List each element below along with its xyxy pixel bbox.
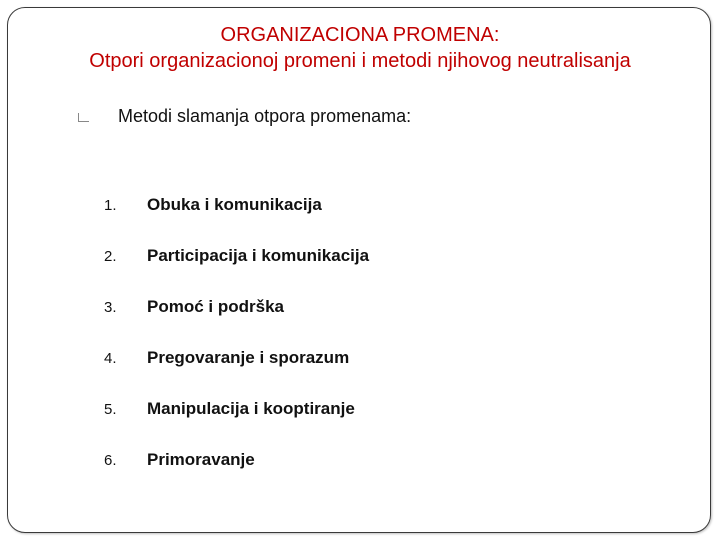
list-item-text: Primoravanje <box>147 450 255 469</box>
list-item-number: 1. <box>104 197 117 214</box>
list-item-text: Participacija i komunikacija <box>147 246 370 265</box>
list-item <box>104 450 369 501</box>
list-item-number: 2. <box>104 248 117 265</box>
title-line-2: Otpori organizacionoj promeni i metodi njihovog neutralisanja <box>89 50 631 72</box>
list-item-number: 6. <box>104 452 117 469</box>
title-line-1: ORGANIZACIONA PROMENA: <box>220 24 500 46</box>
slide-title <box>0 22 720 74</box>
methods-list <box>104 195 369 501</box>
list-item <box>104 195 369 246</box>
bullet-heading <box>78 106 411 127</box>
list-item-text: Obuka i komunikacija <box>147 195 322 214</box>
list-item-text: Manipulacija i kooptiranje <box>147 399 355 418</box>
list-item <box>104 246 369 297</box>
list-item-text: Pomoć i podrška <box>147 297 284 316</box>
list-item <box>104 297 369 348</box>
bullet-text: Metodi slamanja otpora promenama: <box>118 106 412 126</box>
list-item-number: 4. <box>104 350 117 367</box>
list-item <box>104 348 369 399</box>
bullet-glyph-container <box>78 111 118 122</box>
list-item-number: 3. <box>104 299 117 316</box>
bullet-glyph-icon <box>78 113 89 122</box>
list-item <box>104 399 369 450</box>
list-item-text: Pregovaranje i sporazum <box>147 348 350 367</box>
list-item-number: 5. <box>104 401 117 418</box>
